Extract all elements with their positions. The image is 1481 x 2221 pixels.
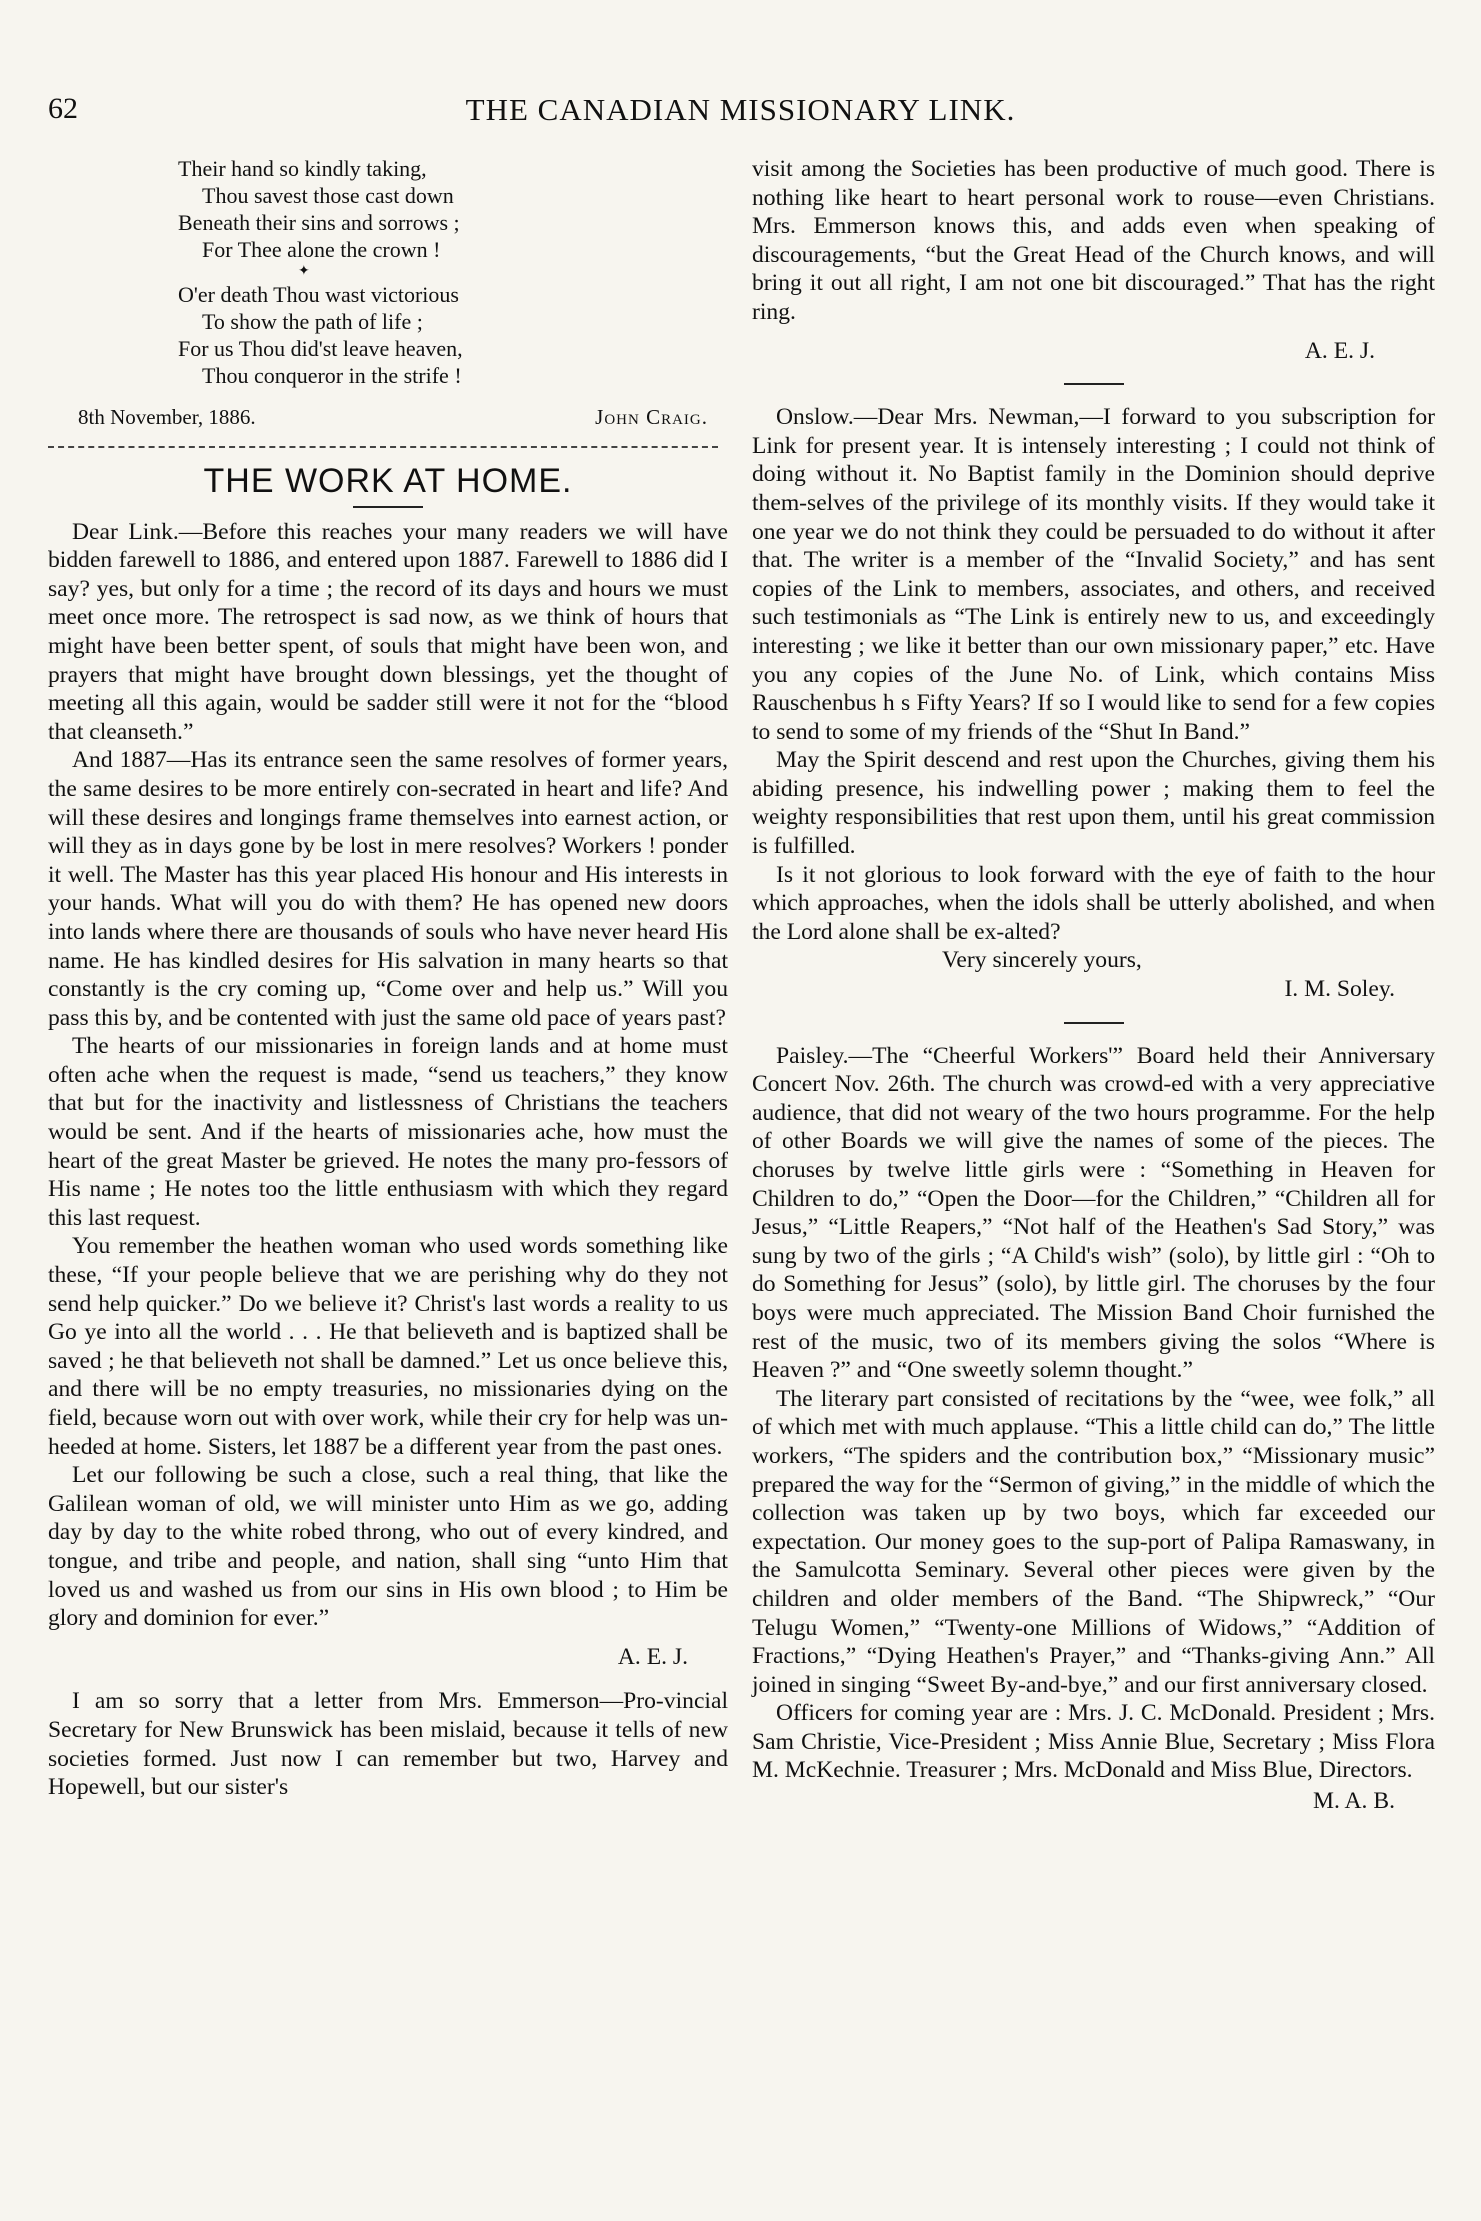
paragraph: Paisley.—The “Cheerful Workers'” Board held their Anniversary Concert Nov. 26th. The church was crowd-ed with a very appreciative audience, that did not weary of the two hours programme. For the help of other Boards we will give the names of some of the pieces. The choruses by twelve little girls were : “Something in Heaven for Children to do,” “Open the Door—for the Children,” “Children all for Jesus,” “Little Reapers,” “Not half of the Heathen's Sad Story,” was sung by two of the girls ; “A Child's wish” (solo), by little girl : “Oh to do Something for Jesus” (solo), by little girl. The choruses by the four boys were much appreciated. The Mission Band Choir furnished the rest of the music, two of its members giving the solos “Where is Heaven ?” and “One sweetly solemn thought.” [752,1042,1435,1384]
letter-closing: Very sincerely yours, [942,947,1142,974]
paragraph: And 1887—Has its entrance seen the same resolves of former years, the same desires to be more entirely con-secrated in heart and life? And will these desires and longings frame themselves into earnest action, or will they as in days gone by be lost in mere resolves? Workers ! ponder it well. The Master has this year placed His honour and His interests in your hands. What will you do with them? He has opened new doors into lands where there are thousands of souls who have never heard His name. He has kindled desires for His salvation in many hearts so that constantly is the cry coming up, “Come over and help us.” Will you pass this by, and be contented with just the same old pace of years past? [48,747,728,1031]
paragraph: May the Spirit descend and rest upon the Churches, giving them his abiding presence, his indwelling power ; making them to feel the weighty responsibilities that rest upon them, until his great commission is fulfilled. [752,747,1435,860]
paragraph: The literary part consisted of recitations by the “wee, wee folk,” all of which met with much applause. “This a little child can do,” The little workers, “The spiders and the contribution box,” “Missionary music” prepared the way for the “Sermon of giving,” in the middle of which the collection was taken up by two boys, which far exceeded our expectation. Our money goes to the sup-port of Palipa Ramaswany, in the Samulcotta Seminary. Several other pieces were given by the children and older members of the Band. “The Shipwreck,” “Our Telugu Women,” “Twenty-one Millions of Widows,” “Addition of Fractions,” “Dying Heathen's Prayer,” and “Thanks-giving Ann.” All joined in singing “Sweet By-and-bye,” and our first anniversary closed. [752,1385,1435,1698]
paragraph: I am so sorry that a letter from Mrs. Emmerson—Pro-vincial Secretary for New Brunswick has been mislaid, because it tells of new societies formed. Just now I can remember but two, Harvey and Hopewell, but our sister's [48,1688,728,1801]
poem [178,155,728,389]
paragraph: visit among the Societies has been productive of much good. There is nothing like heart to heart personal work to rouse—even Christians. Mrs. Emmerson knows this, and adds even when speaking of discouragements, “but the Great Head of the Church knows, and will bring it out all right, I am not one bit discouraged.” That has the right ring. [752,156,1435,325]
page-header [48,92,1433,132]
poem-line: For Thee alone the crown ! [202,237,441,262]
paragraph: Officers for coming year are : Mrs. J. C. McDonald. President ; Mrs. Sam Christie, Vice-President ; Miss Annie Blue, Secretary ; Miss Flora M. McKechnie. Treasurer ; Mrs. McDonald and Miss Blue, Directors. [752,1700,1435,1784]
paragraph: Onslow.—Dear Mrs. Newman,—I forward to you subscription for Link for present year. It is intensely interesting ; I could not think of doing without it. No Baptist family in the Dominion should deprive them-selves of the privilege of its monthly visits. If they would take it one year we do not think they could be persuaded to do without it after that. The writer is a member of the “Invalid Society,” and has sent copies of the Link to members, associates, and others, and received such testimonials as “The Link is entirely new to us, and exceedingly interesting ; we like it better than our own missionary paper,” etc. Have you any copies of the June No. of Link, which contains Miss Rauschenbus h s Fifty Years? If so I would like to send for a few copies to send to some of my friends of the “Shut In Band.” [752,404,1435,745]
divider-rule [1064,1022,1124,1024]
divider-rule [1064,383,1124,385]
paragraph: Let our following be such a close, such a real thing, that like the Galilean woman of old, we will minister unto Him as we go, adding day by day to the white robed throng, who out of every kindred, and tongue, and tribe and people, and nation, shall sing “unto Him that loved us and washed us from our sins in His own blood ; to Him be glory and dominion for ever.” [48,1462,728,1632]
paragraph: The hearts of our missionaries in foreign lands and at home must often ache when the request is made, “send us teachers,” they know that but for the inactivity and listlessness of Christians the teachers would be sent. And if the hearts of missionaries ache, how must the heart of the great Master be grieved. He notes the many pro-fessors of His name ; He notes too the little enthusiasm with which they regard this last request. [48,1033,728,1231]
right-column [752,155,1435,1832]
poem-signature [78,403,708,432]
paragraph: You remember the heathen woman who used words something like these, “If your people believe that we are perishing why do they not send help quicker.” Do we believe it? Christ's last words a reality to us Go ye into all the world . . . He that believeth and is baptized shall be saved ; he that believeth not shall be damned.” Let us once believe this, and there will be no empty treasuries, no missionaries dying on the field, because worn out with over work, while their cry for help was un-heeded at home. Sisters, let 1887 be a different year from the past ones. [48,1233,728,1460]
paragraph: Dear Link.—Before this reaches your many readers we will have bidden farewell to 1886, and entered upon 1887. Farewell to 1886 did I say? yes, but only for a time ; the record of its days and hours we must meet once more. The retrospect is sad now, as we think of hours that might have been better spent, of souls that might have been won, and prayers that might have brought down blessings, yet the thought of meeting all this again, would be sadder still were it not for the “blood that cleanseth.” [48,518,728,745]
page-number: 62 [48,92,78,125]
left-column [48,155,728,1802]
poem-line: Beneath their sins and sorrows ; [178,210,460,235]
poem-date: 8th November, 1886. [78,405,256,429]
paragraph: Is it not glorious to look forward with the eye of faith to the hour which approaches, when the idols shall be utterly abolished, and when the Lord alone shall be ex-alted? [752,861,1435,945]
signature: A. E. J. [617,1643,688,1670]
signature: M. A. B. [1313,1788,1395,1815]
section-title: THE WORK AT HOME. [203,461,573,500]
running-title: THE CANADIAN MISSIONARY LINK. [465,92,1016,127]
title-rule [353,506,423,508]
poem-author: John Craig. [595,405,708,429]
poem-line: For us Thou did'st leave heaven, [178,336,463,361]
poem-line: Their hand so kindly taking, [178,156,427,181]
signature: A. E. J. [1304,337,1375,364]
poem-line: Thou conqueror in the strife ! [202,363,462,388]
section-divider [48,446,718,448]
poem-line: To show the path of life ; [202,309,423,334]
stanza-ornament: ✦ [298,264,310,279]
poem-line: O'er death Thou wast victorious [178,282,459,307]
poem-line: Thou savest those cast down [202,183,454,208]
signature: I. M. Soley. [1284,976,1395,1003]
